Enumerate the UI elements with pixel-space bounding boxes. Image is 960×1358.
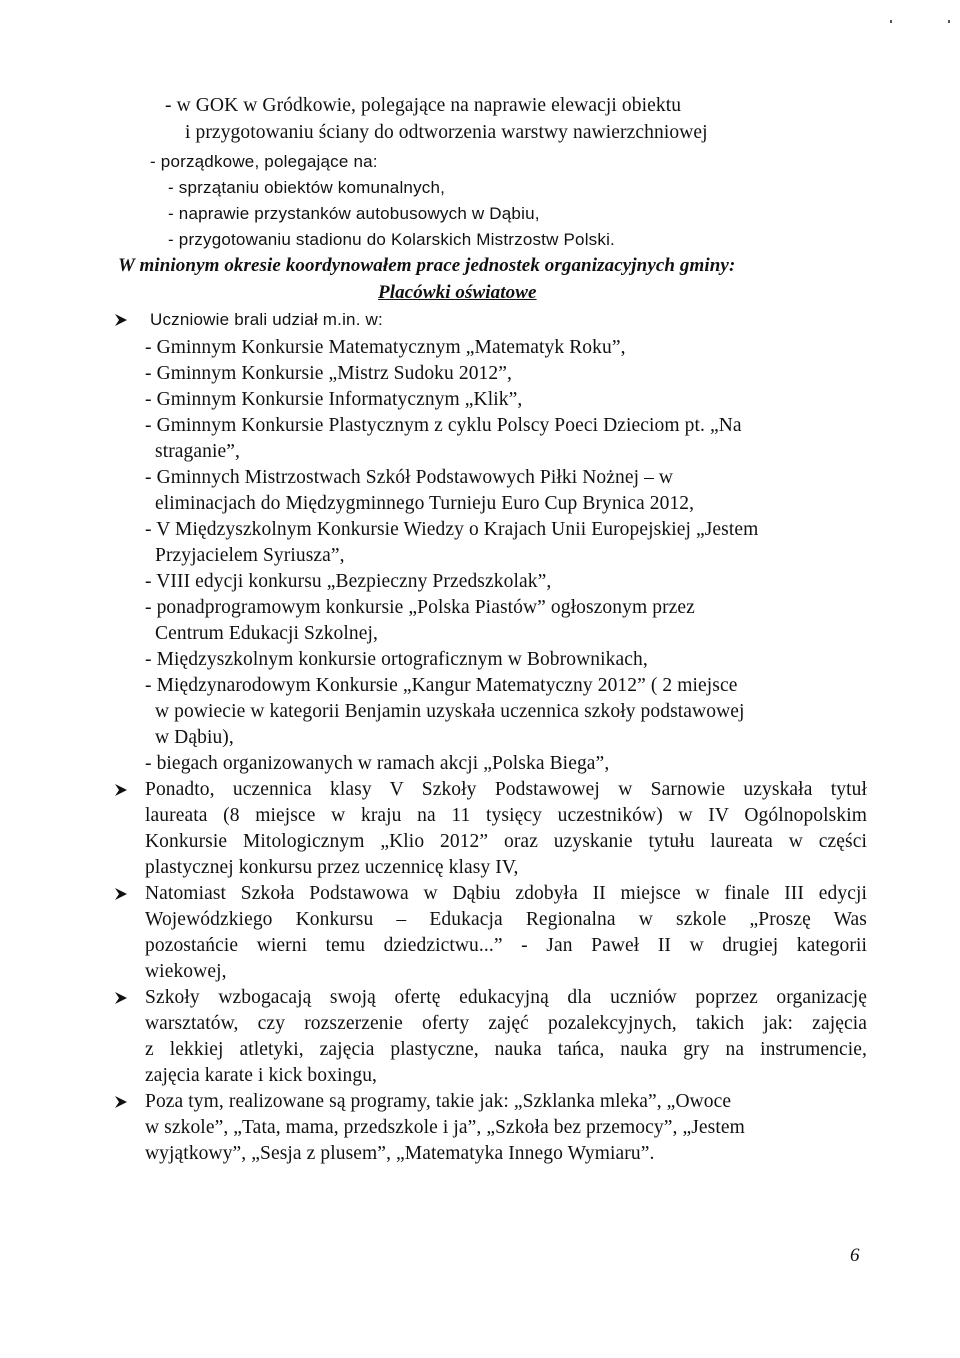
- text-line: - porządkowe, polegające na:: [150, 152, 378, 171]
- section-subheading: Placówki oświatowe: [378, 282, 537, 303]
- text-line: wiekowej,: [145, 961, 227, 982]
- text-line: Poza tym, realizowane są programy, takie jak: „Szklanka mleka”, „Owoce: [145, 1091, 732, 1112]
- text-line: Centrum Edukacji Szkolnej,: [155, 623, 379, 644]
- text-line: straganie”,: [155, 441, 241, 462]
- text-line: Konkursie Mitologicznym „Klio 2012” oraz uzyskanie tytułu laureata w części: [145, 831, 867, 852]
- text-line: - w GOK w Gródkowie, polegające na naprawie elewacji obiektu: [165, 95, 682, 116]
- text-line: Szkoły wzbogacają swoją ofertę edukacyjną dla uczniów poprzez organizację: [145, 987, 867, 1008]
- text-line: - przygotowaniu stadionu do Kolarskich Mistrzostw Polski.: [168, 230, 615, 249]
- text-line: - VIII edycji konkursu „Bezpieczny Przedszkolak”,: [145, 571, 552, 592]
- page-number: 6: [850, 1245, 860, 1266]
- arrow-bullet-icon: [114, 991, 128, 1005]
- text-line: zajęcia karate i kick boxingu,: [145, 1065, 378, 1086]
- arrow-bullet-icon: [114, 887, 128, 901]
- text-line: - Gminnym Konkursie Plastycznym z cyklu Polscy Poeci Dzieciom pt. „Na: [145, 415, 742, 436]
- text-line: - V Międzyszkolnym Konkursie Wiedzy o Krajach Unii Europejskiej „Jestem: [145, 519, 759, 540]
- arrow-bullet-icon: [114, 313, 128, 327]
- text-line: z lekkiej atletyki, zajęcia plastyczne, nauka tańca, nauka gry na instrumencie,: [145, 1039, 867, 1060]
- arrow-bullet-icon: [114, 1095, 128, 1109]
- text-line: - ponadprogramowym konkursie „Polska Piastów” ogłoszonym przez: [145, 597, 695, 618]
- text-line: - Międzynarodowym Konkursie „Kangur Matematyczny 2012” ( 2 miejsce: [145, 675, 738, 696]
- text-line: - Gminnym Konkursie „Mistrz Sudoku 2012”,: [145, 363, 512, 384]
- text-line: - Gminnych Mistrzostwach Szkół Podstawowych Piłki Nożnej – w: [145, 467, 674, 488]
- text-line: - Międzyszkolnym konkursie ortograficznym w Bobrownikach,: [145, 649, 648, 670]
- text-line: - naprawie przystanków autobusowych w Dąbiu,: [168, 204, 540, 223]
- text-line: - Gminnym Konkursie Matematycznym „Matematyk Roku”,: [145, 337, 626, 358]
- text-line: Ponadto, uczennica klasy V Szkoły Podstawowej w Sarnowie uzyskała tytuł: [145, 779, 867, 800]
- text-line: w szkole”, „Tata, mama, przedszkole i ja”, „Szkoła bez przemocy”, „Jestem: [145, 1117, 745, 1138]
- text-line: - biegach organizowanych w ramach akcji „Polska Biega”,: [145, 753, 610, 774]
- text-line: laureata (8 miejsce w kraju na 11 tysięcy uczestników) w IV Ogólnopolskim: [145, 805, 867, 826]
- text-line: i przygotowaniu ściany do odtworzenia warstwy nawierzchniowej: [185, 122, 708, 143]
- section-heading: W minionym okresie koordynowałem prace jednostek organizacyjnych gminy:: [118, 255, 736, 276]
- text-line: - Gminnym Konkursie Informatycznym „Klik”,: [145, 389, 523, 410]
- text-line: Wojewódzkiego Konkursu – Edukacja Regionalna w szkole „Proszę Was: [145, 909, 867, 930]
- text-line: eliminacjach do Międzygminnego Turnieju Euro Cup Brynica 2012,: [155, 493, 695, 514]
- scan-speck: [890, 20, 892, 23]
- text-line: warsztatów, czy rozszerzenie oferty zajęć pozalekcyjnych, takich jak: zajęcia: [145, 1013, 867, 1034]
- arrow-bullet-icon: [114, 783, 128, 797]
- text-line: w Dąbiu),: [155, 727, 234, 748]
- scan-speck: [948, 20, 950, 23]
- text-line: Natomiast Szkoła Podstawowa w Dąbiu zdobyła II miejsce w finale III edycji: [145, 883, 867, 904]
- text-line: w powiecie w kategorii Benjamin uzyskała uczennica szkoły podstawowej: [155, 701, 745, 722]
- text-line: plastycznej konkursu przez uczennicę klasy IV,: [145, 857, 519, 878]
- text-line: pozostańcie wierni temu dziedzictwu...” - Jan Paweł II w drugiej kategorii: [145, 935, 867, 956]
- text-line: Przyjacielem Syriusza”,: [155, 545, 345, 566]
- text-line: - sprzątaniu obiektów komunalnych,: [168, 178, 446, 197]
- text-line: Uczniowie brali udział m.in. w:: [150, 310, 383, 329]
- text-line: wyjątkowy”, „Sesja z plusem”, „Matematyka Innego Wymiaru”.: [145, 1143, 655, 1164]
